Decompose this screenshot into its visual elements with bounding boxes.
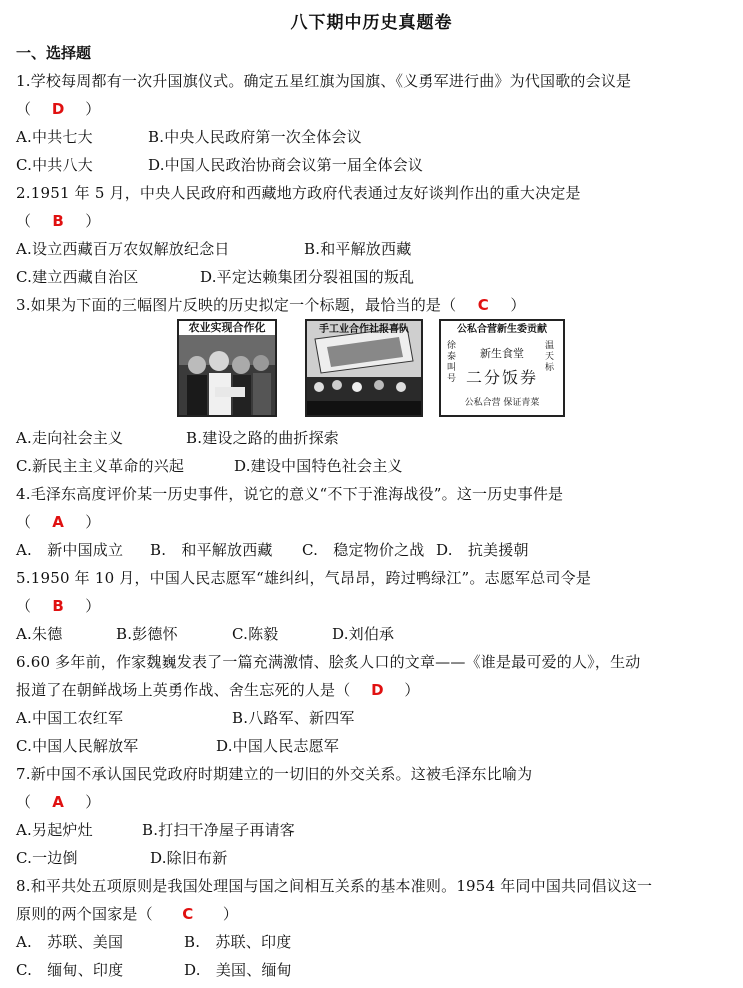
q2-option-b: B.和平解放西藏: [304, 240, 412, 258]
q3-options-row2: [16, 456, 403, 476]
q7-answer: A: [52, 793, 65, 811]
q6-stem-line2: 报道了在朝鲜战场上英勇作战、舍生忘死的人是（ D ）: [16, 681, 420, 699]
figure2-caption: 手工业合作社报喜队: [319, 324, 409, 335]
q3-answer: C: [477, 296, 489, 314]
q7-answer-line: （ A ）: [16, 793, 101, 811]
q5-option-d: D.刘伯承: [332, 625, 395, 643]
q8-option-c: C. 缅甸、印度: [16, 961, 124, 979]
q3-options-row1: [16, 428, 339, 448]
q4-answer: A: [52, 513, 65, 531]
q7-option-c: C.一边倒: [16, 849, 78, 867]
q7-option-a: A.另起炉灶: [16, 821, 93, 839]
q2-answer-line: （ B ）: [16, 212, 101, 230]
q4-option-a: A. 新中国成立: [16, 541, 124, 559]
q6-stem-text: 报道了在朝鲜战场上英勇作战、舍生忘死的人是（: [16, 681, 351, 699]
figure-meal-ticket: [439, 319, 565, 417]
q7-option-d: D.除旧布新: [150, 849, 228, 867]
q4-stem: 4.毛泽东高度评价某一历史事件，说它的意义“不下于淮海战役”。这一历史事件是: [16, 485, 564, 503]
q6-option-d: D.中国人民志愿军: [216, 737, 340, 755]
figure-agriculture-cooperation: [177, 319, 277, 417]
q3-stem: 3.如果为下面的三幅图片反映的历史拟定一个标题，最恰当的是（ C ）: [16, 296, 526, 314]
q1-option-a: A.中共七大: [16, 128, 93, 146]
q2-option-d: D.平定达赖集团分裂祖国的叛乱: [200, 268, 415, 286]
figure-handicraft-cooperative: [305, 319, 423, 417]
q1-option-c: C.中共八大: [16, 156, 93, 174]
q6-answer: D: [371, 681, 384, 699]
q5-option-b: B.彭德怀: [116, 625, 178, 643]
page-title: 八下期中历史真题卷: [290, 13, 453, 33]
q6-option-a: A.中国工农红军: [16, 709, 124, 727]
q3-figures: [177, 319, 565, 417]
q3-stem-text: 3.如果为下面的三幅图片反映的历史拟定一个标题，最恰当的是（: [16, 296, 457, 314]
q6-options-row1: [16, 708, 355, 728]
q3-option-d: D.建设中国特色社会主义: [234, 457, 403, 475]
q8-option-a: A. 苏联、美国: [16, 933, 124, 951]
figure3-right-text: 温天标: [545, 341, 555, 373]
q3-option-b: B.建设之路的曲折探索: [186, 429, 339, 447]
q8-options-row2: [16, 960, 292, 980]
q6-option-b: B.八路军、新四军: [232, 709, 355, 727]
q7-option-b: B.打扫干净屋子再请客: [142, 821, 295, 839]
q6-stem-line1: 6.60 多年前，作家魏巍发表了一篇充满激情、脍炙人口的文章——《谁是最可爱的人》，生动: [16, 653, 641, 671]
q1-answer-line: （ D ）: [16, 100, 101, 118]
q2-option-a: A.设立西藏百万农奴解放纪念日: [16, 240, 230, 258]
q1-stem: 1.学校每周都有一次升国旗仪式。确定五星红旗为国旗、《义勇军进行曲》为代国歌的会议是: [16, 72, 632, 90]
q8-stem-line1: 8.和平共处五项原则是我国处理国与国之间相互关系的基本准则。1954 年同中国共同倡议这一: [16, 877, 653, 895]
q1-answer: D: [51, 100, 65, 118]
q1-option-b: B.中央人民政府第一次全体会议: [148, 128, 362, 146]
q7-options-row1: [16, 820, 295, 840]
q2-option-c: C.建立西藏自治区: [16, 268, 139, 286]
q2-stem: 2.1951 年 5 月，中央人民政府和西藏地方政府代表通过友好谈判作出的重大决定是: [16, 184, 581, 202]
figure1-caption: 农业实现合作化: [188, 321, 266, 334]
figure1-photo: [179, 335, 275, 415]
q4-answer-line: （ A ）: [16, 513, 101, 531]
q2-answer: B: [52, 212, 65, 230]
q5-answer: B: [52, 597, 65, 615]
q4-option-d: D. 抗美援朝: [436, 541, 529, 559]
q8-options-row1: [16, 932, 291, 952]
figure3-center-line2: 二分饭券: [465, 368, 538, 387]
q7-options-row2: [16, 848, 227, 868]
q2-options-row1: [16, 239, 411, 259]
q5-options-row: [16, 624, 394, 644]
q6-options-row2: [16, 736, 339, 756]
q1-options-row2: [16, 155, 423, 175]
q5-answer-line: （ B ）: [16, 597, 101, 615]
q5-option-c: C.陈毅: [232, 625, 279, 643]
q6-option-c: C.中国人民解放军: [16, 737, 139, 755]
figure3-bottom-text: 公私合营 保证青菜: [464, 398, 540, 408]
section-heading: 一、选择题: [16, 44, 92, 62]
q4-option-c: C. 稳定物价之战: [302, 541, 425, 559]
q1-options-row1: [16, 127, 362, 147]
q3-option-c: C.新民主主义革命的兴起: [16, 457, 185, 475]
figure3-caption: 公私合营新生委贡献: [457, 324, 547, 335]
q8-stem-text: 原则的两个国家是（: [16, 905, 153, 923]
q8-option-d: D. 美国、缅甸: [184, 961, 292, 979]
figure3-center-line1: 新生食堂: [480, 347, 524, 360]
q8-answer: C: [182, 905, 194, 923]
q8-stem-line2: 原则的两个国家是（ C ）: [16, 905, 239, 923]
q5-stem: 5.1950 年 10 月，中国人民志愿军“雄纠纠，气昂昂，跨过鸭绿江”。志愿军总司令是: [16, 569, 592, 587]
q3-option-a: A.走向社会主义: [16, 429, 124, 447]
q4-option-b: B. 和平解放西藏: [150, 541, 273, 559]
q2-options-row2: [16, 267, 414, 287]
figure3-left-text: 徐泰叫号: [447, 341, 457, 384]
q5-option-a: A.朱德: [16, 625, 63, 643]
q8-option-b: B. 苏联、印度: [184, 933, 292, 951]
q1-option-d: D.中国人民政治协商会议第一届全体会议: [148, 156, 424, 174]
q7-stem: 7.新中国不承认国民党政府时期建立的一切旧的外交关系。这被毛泽东比喻为: [16, 765, 533, 783]
q4-options-row: [16, 540, 529, 560]
